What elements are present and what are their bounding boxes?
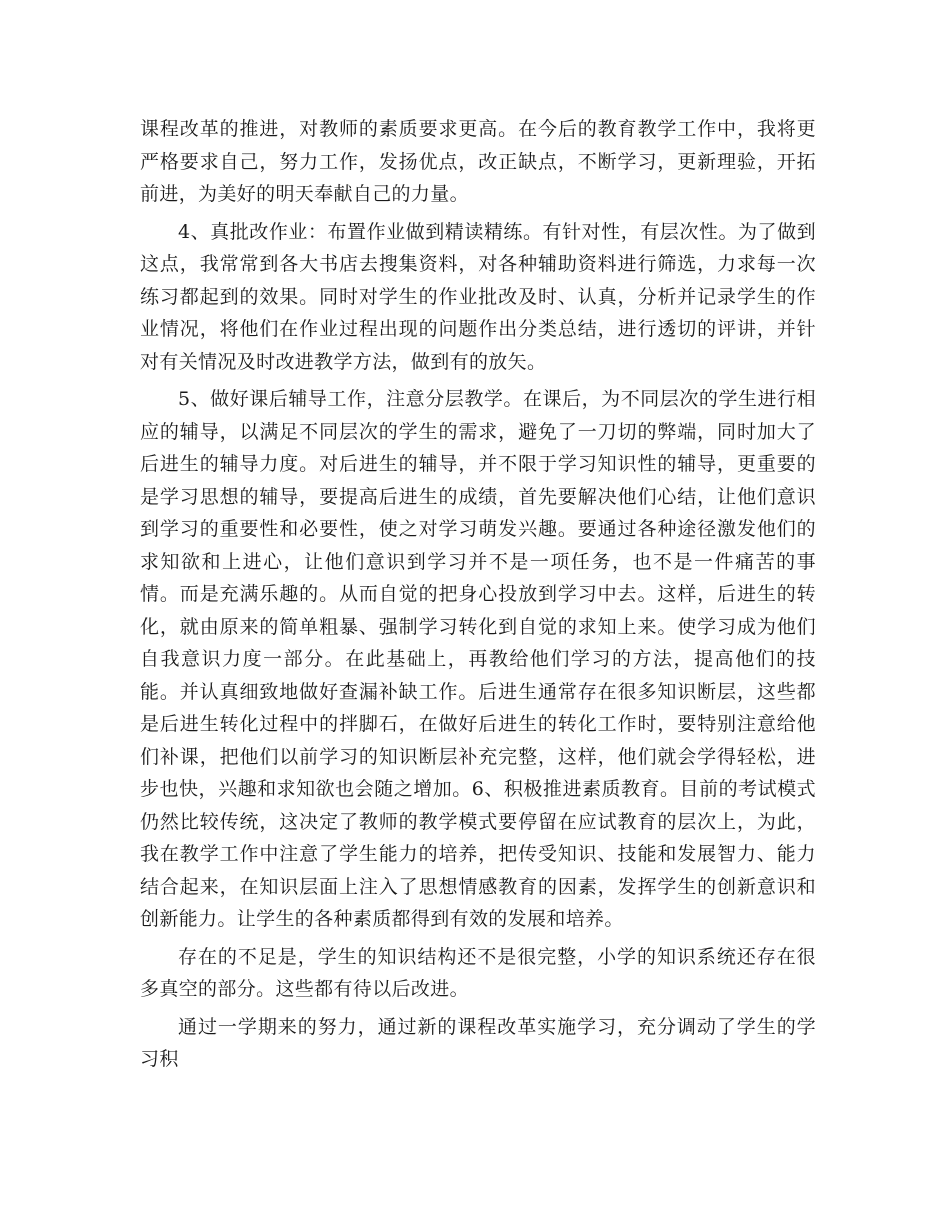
paragraph-4: 存在的不足是，学生的知识结构还不是很完整，小学的知识系统还存在很多真空的部分。这些都有待以后改进。 [140, 945, 816, 1000]
paragraph-1: 课程改革的推进，对教师的素质要求更高。在今后的教育教学工作中，我将更严格要求自己，努力工作，发扬优点，改正缺点，不断学习，更新理验，开拓前进，为美好的明天奉献自己的力量。 [140, 118, 816, 205]
paragraph-2: 4、真批改作业：布置作业做到精读精练。有针对性，有层次性。为了做到这点，我常常到各大书店去搜集资料，对各种辅助资料进行筛选，力求每一次练习都起到的效果。同时对学生的作业批改及时、认真，分析并记录学生的作业情况，将他们在作业过程出现的问题作出分类总结，进行透切的评讲，并针对有关情况及时改进教学方法，做到有的放矢。 [140, 220, 816, 373]
paragraph-5: 通过一学期来的努力，通过新的课程改革实施学习，充分调动了学生的学习积 [140, 1015, 816, 1070]
paragraph-3: 5、做好课后辅导工作，注意分层教学。在课后，为不同层次的学生进行相应的辅导，以满足不同层次的学生的需求，避免了一刀切的弊端，同时加大了后进生的辅导力度。对后进生的辅导，并不限于学习知识性的辅导，更重要的是学习思想的辅导，要提高后进生的成绩，首先要解决他们心结，让他们意识到学习的重要性和必要性，使之对学习萌发兴趣。要通过各种途径激发他们的求知欲和上进心，让他们意识到学习并不是一项任务，也不是一件痛苦的事情。而是充满乐趣的。从而自觉的把身心投放到学习中去。这样，后进生的转化，就由原来的简单粗暴、强制学习转化到自觉的求知上来。使学习成为他们自我意识力度一部分。在此基础上，再教给他们学习的方法，提高他们的技能。并认真细致地做好查漏补缺工作。后进生通常存在很多知识断层，这些都是后进生转化过程中的拌脚石，在做好后进生的转化工作时，要特别注意给他们补课，把他们以前学习的知识断层补充完整，这样，他们就会学得轻松，进步也快，兴趣和求知欲也会随之增加。6、积极推进素质教育。目前的考试模式仍然比较传统，这决定了教师的教学模式要停留在应试教育的层次上，为此，我在教学工作中注意了学生能力的培养，把传受知识、技能和发展智力、能力结合起来，在知识层面上注入了思想情感教育的因素，发挥学生的创新意识和创新能力。让学生的各种素质都得到有效的发展和培养。 [140, 388, 816, 930]
document-body [140, 113, 816, 1081]
